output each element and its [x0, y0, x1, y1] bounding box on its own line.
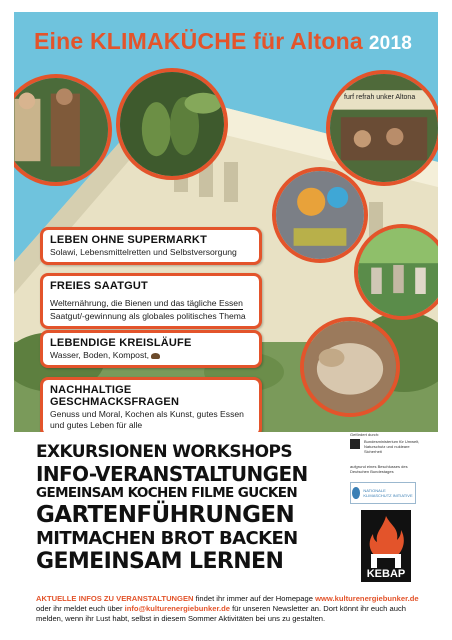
bundestag-note: aufgrund eines Beschlusses des Deutschen Bundestages — [350, 464, 408, 474]
photo-outdoor-group — [354, 224, 438, 320]
globe-icon — [352, 487, 360, 499]
topic-heading: LEBEN OHNE SUPERMARKT — [50, 234, 207, 246]
kebap-label: KEBAP — [366, 568, 406, 580]
event-line: EXKURSIONEN WORKSHOPS — [36, 442, 292, 462]
initiative-label: NATIONALE KLIMASCHUTZ INITIATIVE — [363, 488, 413, 498]
hero-banner — [14, 12, 438, 432]
photo-graffiti-wall — [272, 167, 368, 263]
flame-icon — [361, 510, 411, 570]
footer-text: für unseren Newsletter an. Dort könnt ihr euch auch melden, wenn ihr Lust habt, selbst in diesem Sommer Aktivitäten bei uns zu gestalten. — [36, 603, 406, 623]
topic-line: und gutes Leben für alle — [50, 419, 143, 430]
event-line: GEMEINSAM LERNEN — [36, 548, 284, 574]
photo-vegetables — [116, 68, 228, 180]
topic-line: Welternährung, die Bienen und das tägliche Essen — [50, 298, 243, 308]
topic-line: Genuss und Moral, Kochen als Kunst, gutes Essen — [50, 409, 244, 419]
event-line: GEMEINSAM KOCHEN FILME GUCKEN — [36, 485, 298, 501]
kebap-logo — [361, 510, 411, 582]
federal-eagle-icon — [350, 439, 360, 449]
photo-bread-dough — [300, 317, 400, 417]
klimaschutz-logo — [350, 482, 416, 504]
funded-by-label: Gefördert durch: — [350, 432, 380, 437]
bunker-sign-text: furf refrah unker Altona — [344, 94, 416, 101]
email-link[interactable]: info@kulturenergiebunker.de — [124, 603, 230, 613]
page-title — [34, 28, 412, 55]
topic-heading: LEBENDIGE KREISLÄUFE — [50, 337, 192, 349]
poster — [14, 12, 438, 628]
event-line: INFO-VERANSTALTUNGEN — [36, 462, 308, 486]
topic-box-seeds — [40, 273, 262, 329]
compost-icon — [151, 353, 160, 359]
homepage-link[interactable]: www.kulturenergiebunker.de — [315, 594, 419, 603]
topic-heading: FREIES SAATGUT — [50, 280, 148, 292]
topic-box-taste — [40, 377, 262, 432]
event-line: GARTENFÜHRUNGEN — [36, 501, 295, 528]
photo-people-garden — [14, 74, 112, 186]
event-list — [36, 442, 308, 574]
event-line: MITMACHEN BROT BACKEN — [36, 527, 298, 549]
topic-box-supermarket — [40, 227, 262, 265]
topic-line: Solawi, Lebensmittelretten und Selbstversorgung — [50, 247, 237, 257]
footer-headline: AKTUELLE INFOS ZU VERANSTALTUNGEN — [36, 594, 194, 603]
topic-line: Wasser, Boden, Kompost, — [50, 350, 252, 361]
ministry-name: Bundesministerium für Umwelt, Naturschutz und nukleare Sicherheit — [364, 439, 420, 454]
title-year: 2018 — [368, 33, 412, 54]
topic-box-cycles — [40, 330, 262, 368]
topic-line: Saatgut/-gewinnung als globales politisches Thema — [50, 311, 246, 321]
photo-bunker-sign — [326, 70, 438, 186]
footer-info — [36, 594, 428, 624]
footer-text: findet ihr immer auf der Homepage — [193, 594, 316, 603]
footer-text: oder ihr meldet euch über — [36, 603, 125, 613]
topic-heading: NACHHALTIGE GESCHMACKSFRAGEN — [50, 384, 180, 408]
title-main: Eine KLIMAKÜCHE für Altona — [34, 28, 363, 54]
